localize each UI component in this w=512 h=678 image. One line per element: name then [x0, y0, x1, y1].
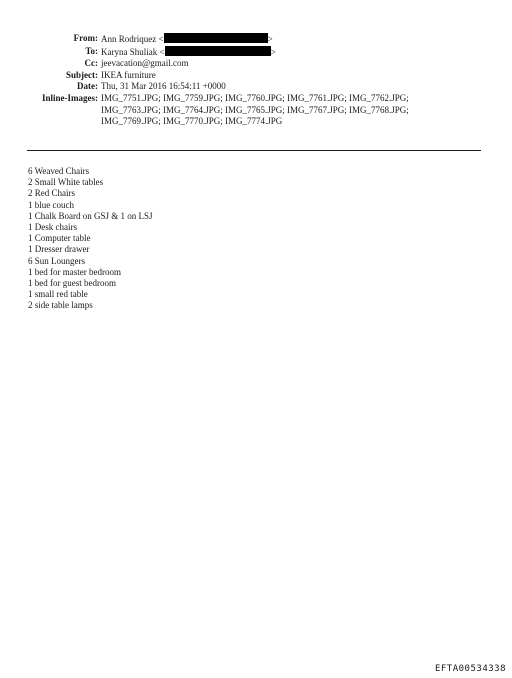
inline-images-value — [101, 93, 461, 128]
body-line: 1 small red table — [28, 289, 88, 300]
body-line: 1 bed for master bedroom — [28, 266, 121, 277]
body-line: 1 Dresser drawer — [28, 244, 90, 255]
cc-label: Cc: — [84, 58, 98, 69]
header-divider — [27, 150, 481, 151]
inline-images-label: Inline-Images: — [42, 92, 98, 103]
body-line: 2 Small White tables — [28, 177, 104, 188]
body-line: 1 bed for guest bedroom — [28, 278, 116, 289]
date-value: Thu, 31 Mar 2016 16:54:11 +0000 — [101, 81, 226, 92]
body-line: 1 blue couch — [28, 199, 74, 210]
body-line: 1 Computer table — [28, 233, 91, 244]
email-body — [28, 166, 153, 312]
to-label: To: — [85, 45, 98, 56]
body-line: 1 Desk chairs — [28, 222, 77, 233]
cc-value: jeevacation@gmail.com — [101, 58, 189, 69]
to-row — [0, 46, 512, 59]
from-close: > — [267, 34, 273, 44]
subject-value: IKEA furniture — [101, 69, 156, 80]
body-line: 6 Sun Loungers — [28, 255, 85, 266]
from-label: From: — [73, 33, 98, 43]
inline-images-row — [0, 93, 512, 128]
document-id: EFTA00534338 — [434, 664, 506, 674]
subject-row — [0, 70, 512, 82]
from-value — [101, 33, 461, 46]
subject-label: Subject: — [66, 69, 98, 80]
from-row — [0, 33, 512, 46]
to-name: Karyna Shuliak < — [101, 46, 165, 57]
body-line: 2 Red Chairs — [28, 188, 75, 199]
inline-images-line: IMG_7763.JPG; IMG_7764.JPG; IMG_7765.JPG; IMG_7767.JPG; IMG_7768.JPG; — [101, 104, 409, 115]
inline-images-line: IMG_7769.JPG; IMG_7770.JPG; IMG_7774.JPG — [101, 116, 283, 127]
body-line: 2 side table lamps — [28, 300, 93, 311]
redaction-bar — [164, 33, 268, 43]
from-name: Ann Rodriquez < — [101, 34, 164, 44]
date-label: Date: — [77, 81, 98, 92]
cc-row — [0, 58, 512, 70]
to-close: > — [270, 46, 276, 57]
redaction-bar — [165, 46, 271, 56]
date-row — [0, 81, 512, 93]
to-value — [101, 46, 461, 59]
body-line: 6 Weaved Chairs — [28, 166, 90, 176]
email-header — [0, 33, 512, 128]
inline-images-line: IMG_7751.JPG; IMG_7759.JPG; IMG_7760.JPG; IMG_7761.JPG; IMG_7762.JPG; — [101, 92, 409, 103]
body-line: 1 Chalk Board on GSJ & 1 on LSJ — [28, 210, 153, 221]
